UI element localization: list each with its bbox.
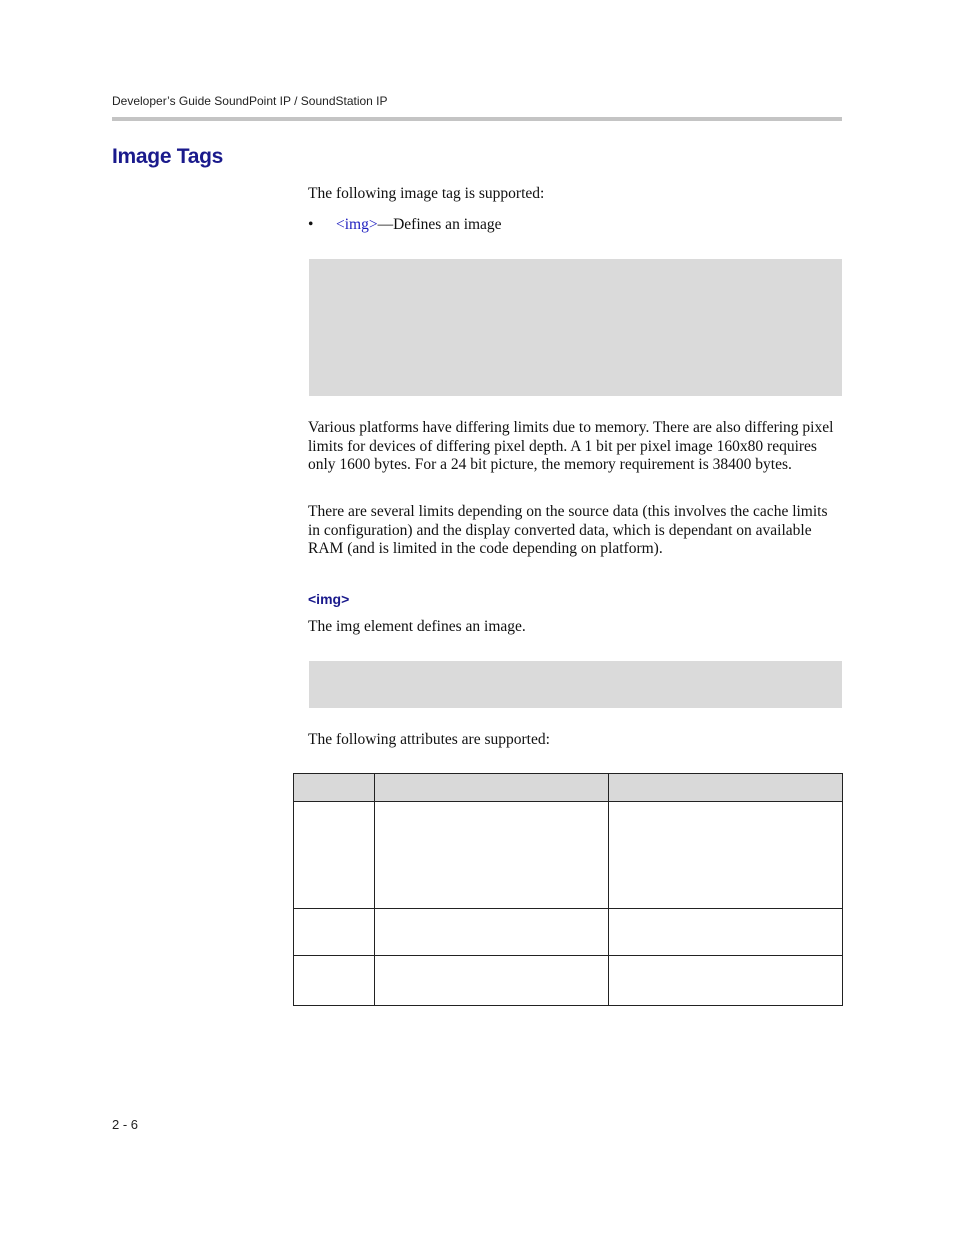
- intro-paragraph: The following image tag is supported:: [308, 185, 545, 202]
- table-header-cell: [294, 774, 375, 802]
- data-limits-paragraph: There are several limits depending on the source data (this involves the cache limits in configuration) and the display converted data, which is dependant on available RAM (and is limited in the code depending on platform).: [308, 503, 828, 558]
- table-cell: [375, 956, 609, 1006]
- img-subheading: <img>: [308, 591, 350, 607]
- bullet-list-item: [308, 216, 502, 235]
- table-cell: [375, 802, 609, 909]
- table-cell: [609, 909, 843, 956]
- running-header: Developer’s Guide SoundPoint IP / SoundStation IP: [112, 94, 388, 108]
- table-cell: [294, 802, 375, 909]
- table-header-row: [294, 774, 843, 802]
- table-row: [294, 956, 843, 1006]
- table-row: [294, 802, 843, 909]
- img-tag-link[interactable]: <img>: [336, 216, 378, 233]
- syntax-example-box: [309, 661, 842, 708]
- table-row: [294, 909, 843, 956]
- table-cell: [375, 909, 609, 956]
- img-description: The img element defines an image.: [308, 618, 526, 635]
- code-example-box: [309, 259, 842, 396]
- attributes-table: [293, 773, 843, 1006]
- page-number: 2 - 6: [112, 1117, 139, 1132]
- attributes-intro: The following attributes are supported:: [308, 731, 550, 748]
- bullet-description: —Defines an image: [377, 216, 502, 233]
- table-header-cell: [375, 774, 609, 802]
- section-title: Image Tags: [112, 145, 223, 168]
- table-cell: [609, 802, 843, 909]
- table-cell: [294, 956, 375, 1006]
- header-rule: [112, 117, 842, 121]
- table-cell: [609, 956, 843, 1006]
- memory-limits-paragraph: Various platforms have differing limits due to memory. There are also differing pixel limits for devices of differing pixel depth. A 1 bit per pixel image 160x80 requires only 1600 bytes. For a 24 bit picture, the memory requirement is 38400 bytes.: [308, 419, 834, 474]
- table-header-cell: [609, 774, 843, 802]
- bullet-marker: •: [308, 216, 314, 233]
- table-cell: [294, 909, 375, 956]
